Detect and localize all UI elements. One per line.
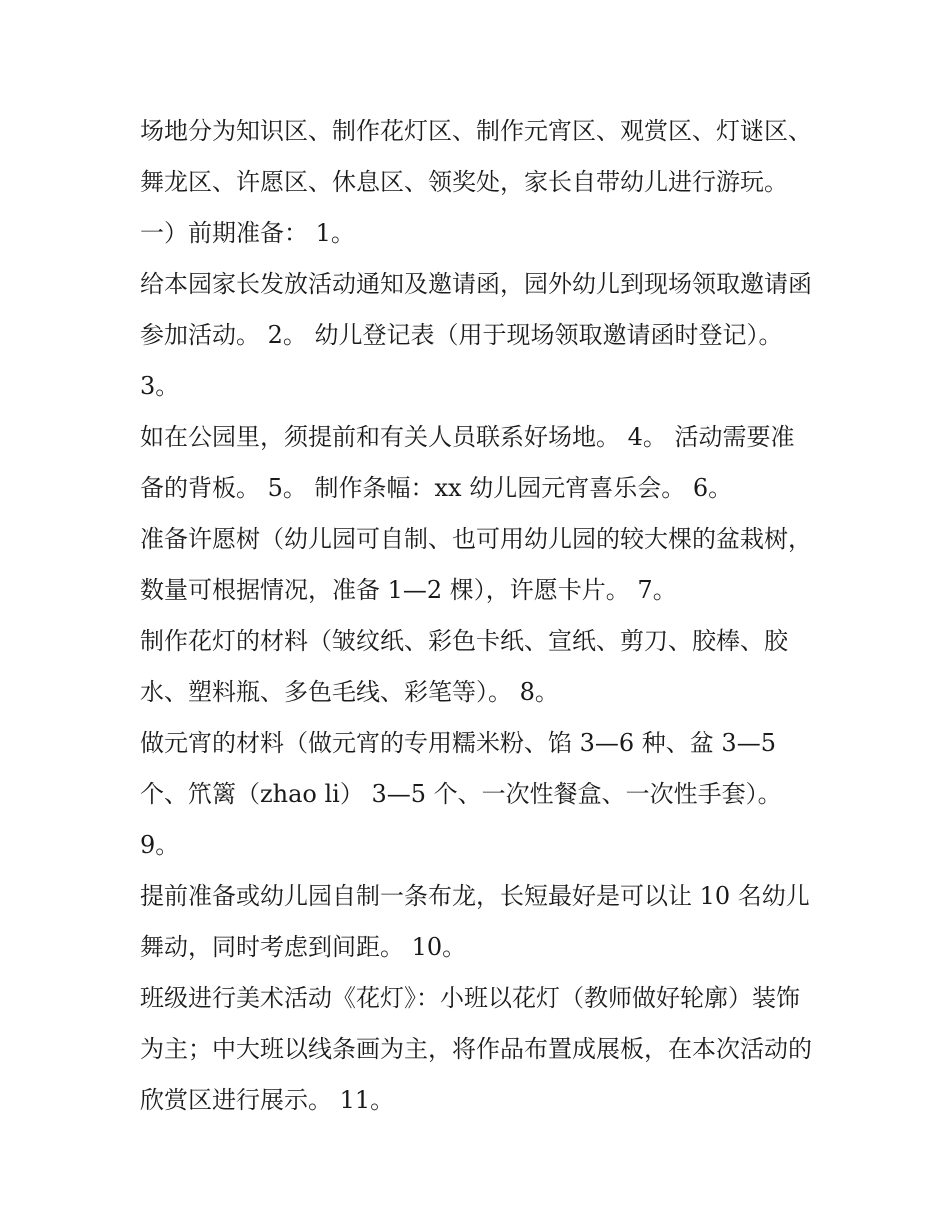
- paragraph-venue-zones: 场地分为知识区、制作花灯区、制作元宵区、观赏区、灯谜区、舞龙区、许愿区、休息区、领奖处，家长自带幼儿进行游玩。 一）前期准备： 1。: [140, 117, 812, 247]
- paragraph-wish-tree: 准备许愿树（幼儿园可自制、也可用幼儿园的较大棵的盆栽树，数量可根据情况，准备 1—2 棵），许愿卡片。 7。: [140, 525, 812, 604]
- paragraph-art-activity: 班级进行美术活动《花灯》：小班以花灯（教师做好轮廓）装饰为主；中大班以线条画为主，将作品布置成展板，在本次活动的欣赏区进行展示。 11。: [140, 984, 812, 1114]
- paragraph-yuanxiao-materials: 做元宵的材料（做元宵的专用糯米粉、馅 3—6 种、盆 3—5 个、笊篱（zhao li） 3—5 个、一次性餐盒、一次性手套）。 9。: [140, 729, 782, 859]
- document-body: [140, 106, 812, 1126]
- paragraph-lantern-materials: 制作花灯的材料（皱纹纸、彩色卡纸、宣纸、剪刀、胶棒、胶水、塑料瓶、多色毛线、彩笔等）。 8。: [140, 627, 788, 706]
- paragraph-cloth-dragon: 提前准备或幼儿园自制一条布龙，长短最好是可以让 10 名幼儿舞动，同时考虑到间距。 10。: [140, 882, 810, 961]
- paragraph-park-venue: 如在公园里，须提前和有关人员联系好场地。 4。 活动需要准备的背板。 5。 制作条幅：xx 幼儿园元宵喜乐会。 6。: [140, 423, 795, 502]
- paragraph-invitations: 给本园家长发放活动通知及邀请函，园外幼儿到现场领取邀请函参加活动。 2。 幼儿登记表（用于现场领取邀请函时登记）。 3。: [140, 270, 812, 400]
